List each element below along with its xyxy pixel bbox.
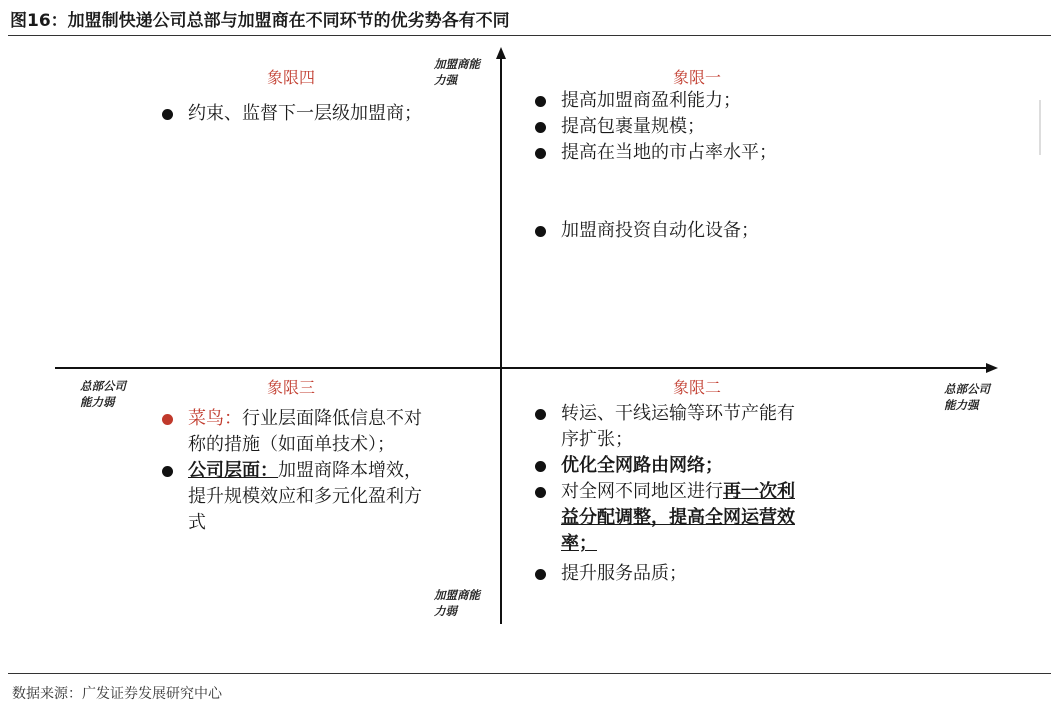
bullet-icon bbox=[162, 414, 173, 425]
list-item: 约束、监督下一层级加盟商； bbox=[160, 101, 422, 127]
x-axis-right-label: 总部公司 能力强 bbox=[944, 382, 990, 412]
bullet-icon bbox=[535, 569, 546, 580]
bullet-icon bbox=[535, 96, 546, 107]
list-item: 公司层面：加盟商降本增效， 提升规模效应和多元化盈利方 式 bbox=[160, 458, 490, 536]
bullet-icon bbox=[162, 109, 173, 120]
y-axis-bottom-label: 加盟商能 力弱 bbox=[434, 588, 480, 618]
horizontal-axis-arrow bbox=[986, 363, 998, 373]
bullet-icon bbox=[162, 466, 173, 477]
bullet-icon bbox=[535, 226, 546, 237]
bullet-icon bbox=[535, 409, 546, 420]
bullet-icon bbox=[535, 122, 546, 133]
right-edge-mark bbox=[1039, 100, 1041, 155]
y-axis-top-label: 加盟商能 力强 bbox=[434, 57, 480, 87]
list-item: 优化全网路由网络； bbox=[533, 453, 873, 479]
vertical-axis-arrow bbox=[496, 47, 506, 59]
quadrant-two-title: 象限二 bbox=[673, 378, 722, 397]
bottom-divider bbox=[8, 673, 1051, 674]
cainiao-label: 菜鸟： bbox=[188, 408, 242, 429]
quadrant-one-title: 象限一 bbox=[673, 68, 722, 87]
bullet-icon bbox=[535, 487, 546, 498]
bullet-icon bbox=[535, 461, 546, 472]
source-note: 数据来源：广发证券发展研究中心 bbox=[12, 686, 222, 702]
list-item: 菜鸟：行业层面降低信息不对 称的措施（如面单技术）； bbox=[160, 406, 490, 458]
quadrant-three-title: 象限三 bbox=[267, 378, 316, 397]
figure-title: 图16：加盟制快递公司总部与加盟商在不同环节的优劣势各有不同 bbox=[10, 11, 510, 31]
list-item: 提升服务品质； bbox=[533, 561, 873, 587]
list-item: 加盟商投资自动化设备； bbox=[533, 218, 777, 244]
list-item: 提高包裹量规模； bbox=[533, 114, 777, 140]
list-item: 对全网不同地区进行再一次利 益分配调整，提高全网运营效 率； bbox=[533, 479, 873, 557]
quadrant-four-title: 象限四 bbox=[267, 68, 316, 87]
list-item: 提高加盟商盈利能力； bbox=[533, 88, 777, 114]
quadrant-two-list bbox=[533, 401, 873, 587]
bullet-icon bbox=[535, 148, 546, 159]
quadrant-one-list bbox=[533, 88, 777, 244]
company-level-label: 公司层面： bbox=[188, 460, 278, 481]
quadrant-three-list bbox=[160, 406, 490, 536]
list-item: 转运、干线运输等环节产能有 序扩张； bbox=[533, 401, 873, 453]
quadrant-four-list bbox=[160, 101, 422, 127]
list-item: 提高在当地的市占率水平； bbox=[533, 140, 777, 166]
x-axis-left-label: 总部公司 能力弱 bbox=[80, 379, 126, 409]
